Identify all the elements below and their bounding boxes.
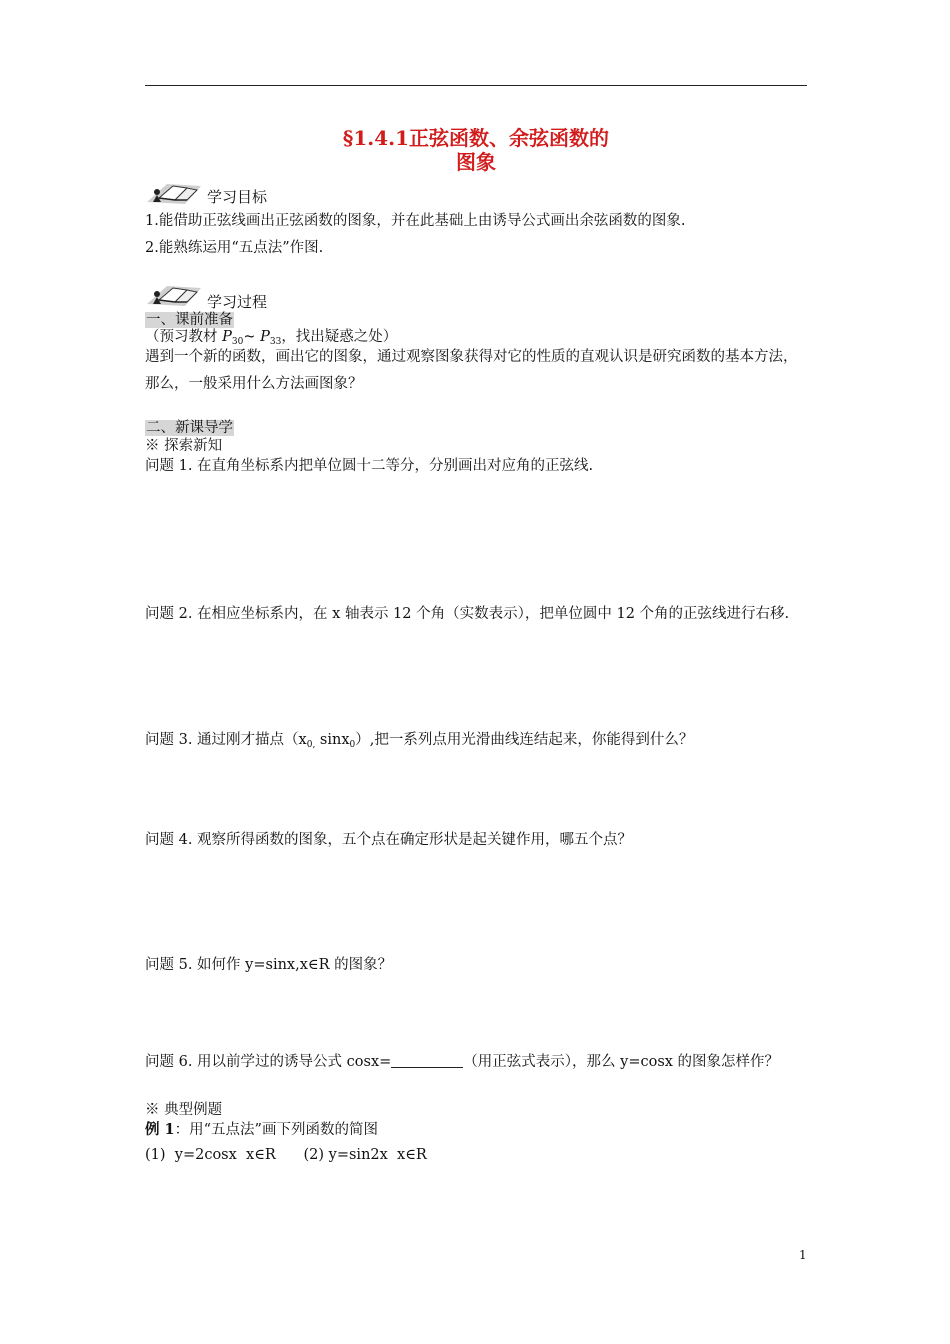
book-icon	[145, 178, 203, 206]
answer-blank	[391, 1053, 463, 1068]
question-1: 问题 1. 在直角坐标系内把单位圆十二等分，分别画出对应角的正弦线.	[145, 458, 594, 474]
goal-item-1: 1.能借助正弦线画出正弦函数的图象，并在此基础上由诱导公式画出余弦函数的图象.	[145, 213, 686, 229]
page-number: 1	[799, 1248, 807, 1262]
question-2: 问题 2. 在相应坐标系内，在 x 轴表示 12 个角（实数表示），把单位圆中 12 个角的正弦线进行右移.	[145, 606, 790, 622]
new-lesson-heading: 二、新课导学	[146, 420, 233, 436]
examples-heading: ※ 典型例题	[145, 1102, 223, 1118]
question-3: 问题 3. 通过刚才描点（$x_{0,}$ sinx$_0$）,把一系列点用光滑曲线连结起来，你能得到什么？	[145, 732, 694, 750]
intro-paragraph: 遇到一个新的函数，画出它的图象，通过观察图象获得对它的性质的直观认识是研究函数的基本方法，那么，一般采用什么方法画图象？	[145, 349, 798, 392]
title-line-1: §1.4.1正弦函数、余弦函数的	[342, 126, 610, 150]
book-icon	[145, 280, 203, 308]
example-1-items: (1) y=2cosx x∈R (2) y=sin2x x∈R	[145, 1147, 427, 1163]
goal-item-2: 2.能熟练运用“五点法”作图.	[145, 240, 324, 256]
preview-line: （预习教材 $P_{30}\sim$ $P_{33}$，找出疑惑之处）	[145, 329, 398, 347]
question-5: 问题 5. 如何作 y=sinx,x∈R 的图象？	[145, 957, 393, 973]
title-line-2: 图象	[456, 150, 496, 174]
explore-heading: ※ 探索新知	[145, 438, 223, 454]
example-1: 例 1：用“五点法”画下列函数的简图	[145, 1121, 378, 1138]
process-heading: 学习过程	[207, 293, 268, 311]
header-rule	[145, 85, 807, 86]
question-4: 问题 4. 观察所得函数的图象，五个点在确定形状是起关键作用，哪五个点？	[145, 832, 633, 848]
question-6: 问题 6. 用以前学过的诱导公式 cosx= （用正弦式表示），那么 y=cosx 的图象怎样作？	[145, 1054, 780, 1070]
prep-heading: 一、课前准备	[146, 312, 233, 328]
goals-heading: 学习目标	[207, 188, 268, 206]
